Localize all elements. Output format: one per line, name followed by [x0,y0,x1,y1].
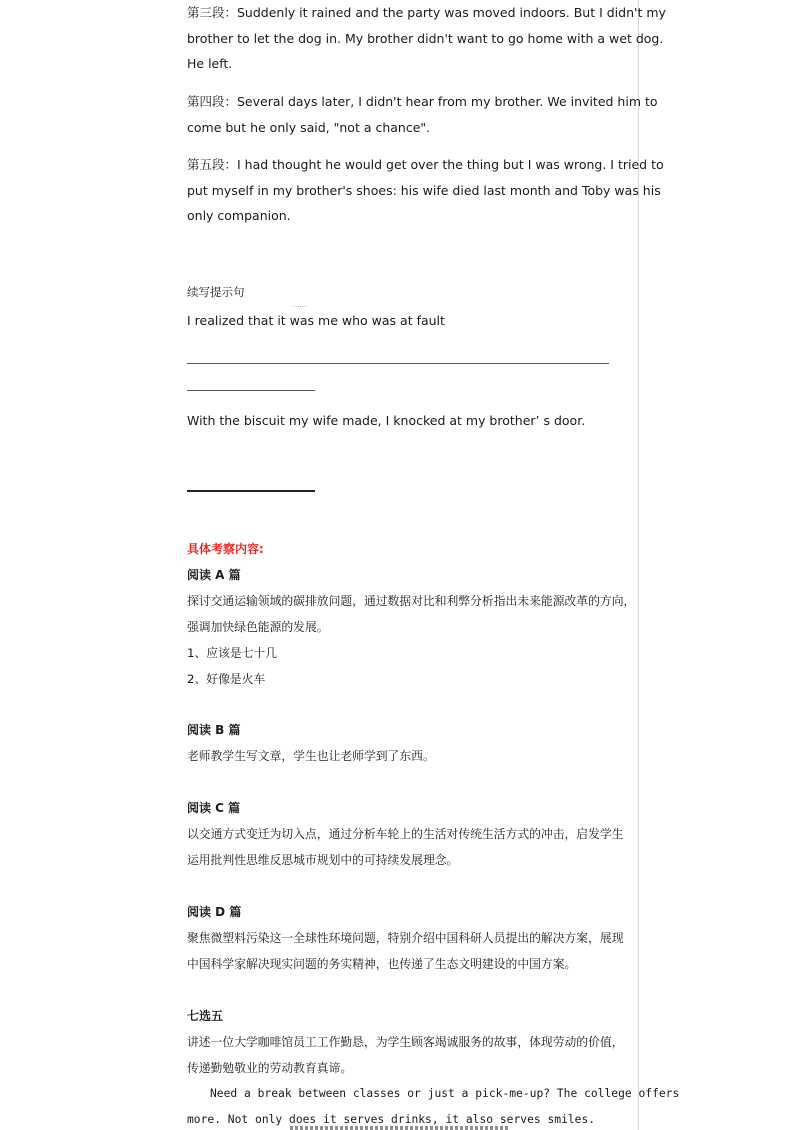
cut-off-text-row [290,1126,510,1130]
seven-choose-five-desc-2: 传递勤勉敬业的劳动教育真谛。 [187,1061,353,1075]
reading-c-desc-1: 以交通方式变迁为切入点，通过分析车轮上的生活对传统生活方式的冲击，启发学生 [187,827,624,841]
paragraph-3-line-2: brother to let the dog in. My brother didn't want to go home with a wet dog. [187,31,664,46]
paragraph-5-line-2: put myself in my brother's shoes: his wife died last month and Toby was his [187,183,661,198]
reading-a-note-1: 1、应该是七十几 [187,646,278,660]
seven-choose-five-desc-1: 讲述一位大学咖啡馆员工工作勤恳，为学生顾客竭诚服务的故事，体现劳动的价值， [187,1035,624,1049]
writing-line-1 [187,363,609,364]
reading-a-title: 阅读 A 篇 [187,568,241,582]
reading-d-desc-2: 中国科学家解决现实问题的务实精神，也传递了生态文明建设的中国方案。 [187,957,577,971]
reading-c-title: 阅读 C 篇 [187,801,241,815]
content-heading: 具体考察内容: [187,542,264,556]
passage-line-1: Need a break between classes or just a pick-me-up? The college offers [210,1087,680,1100]
paragraph-5-line-3: only companion. [187,208,291,223]
paragraph-5-line-1: 第五段：I had thought he would get over the thing but I was wrong. I tried to [187,157,664,172]
seven-choose-five-title: 七选五 [187,1009,224,1023]
reading-b-desc-1: 老师教学生写文章，学生也让老师学到了东西。 [187,749,435,763]
reading-b-title: 阅读 B 篇 [187,723,241,737]
reading-a-desc-1: 探讨交通运输领域的碳排放问题，通过数据对比和利弊分析指出未来能源改革的方向， [187,594,636,608]
passage-line-2: more. Not only does it serves drinks, it also serves smiles. [187,1113,596,1126]
paragraph-4-line-2: come but he only said, "not a chance". [187,120,431,135]
paragraph-3-line-1: 第三段：Suddenly it rained and the party was moved indoors. But I didn't my [187,5,666,20]
ellipsis-mark: ...... [293,301,307,309]
reading-d-title: 阅读 D 篇 [187,905,242,919]
paragraph-3-line-3: He left. [187,56,233,71]
writing-line-3 [187,490,315,492]
paragraph-4-line-1: 第四段：Several days later, I didn't hear from my brother. We invited him to [187,94,658,109]
reading-d-desc-1: 聚焦微塑料污染这一全球性环境问题，特别介绍中国科研人员提出的解决方案，展现 [187,931,624,945]
reading-c-desc-2: 运用批判性思维反思城市规划中的可持续发展理念。 [187,853,459,867]
prompt-heading: 续写提示句 [187,285,245,299]
reading-a-note-2: 2、好像是火车 [187,672,266,686]
prompt-sentence-1: I realized that it was me who was at fault [187,313,445,328]
prompt-sentence-2: With the biscuit my wife made, I knocked at my brother’ s door. [187,413,586,428]
writing-line-2 [187,390,315,391]
reading-a-desc-2: 强调加快绿色能源的发展。 [187,620,329,634]
